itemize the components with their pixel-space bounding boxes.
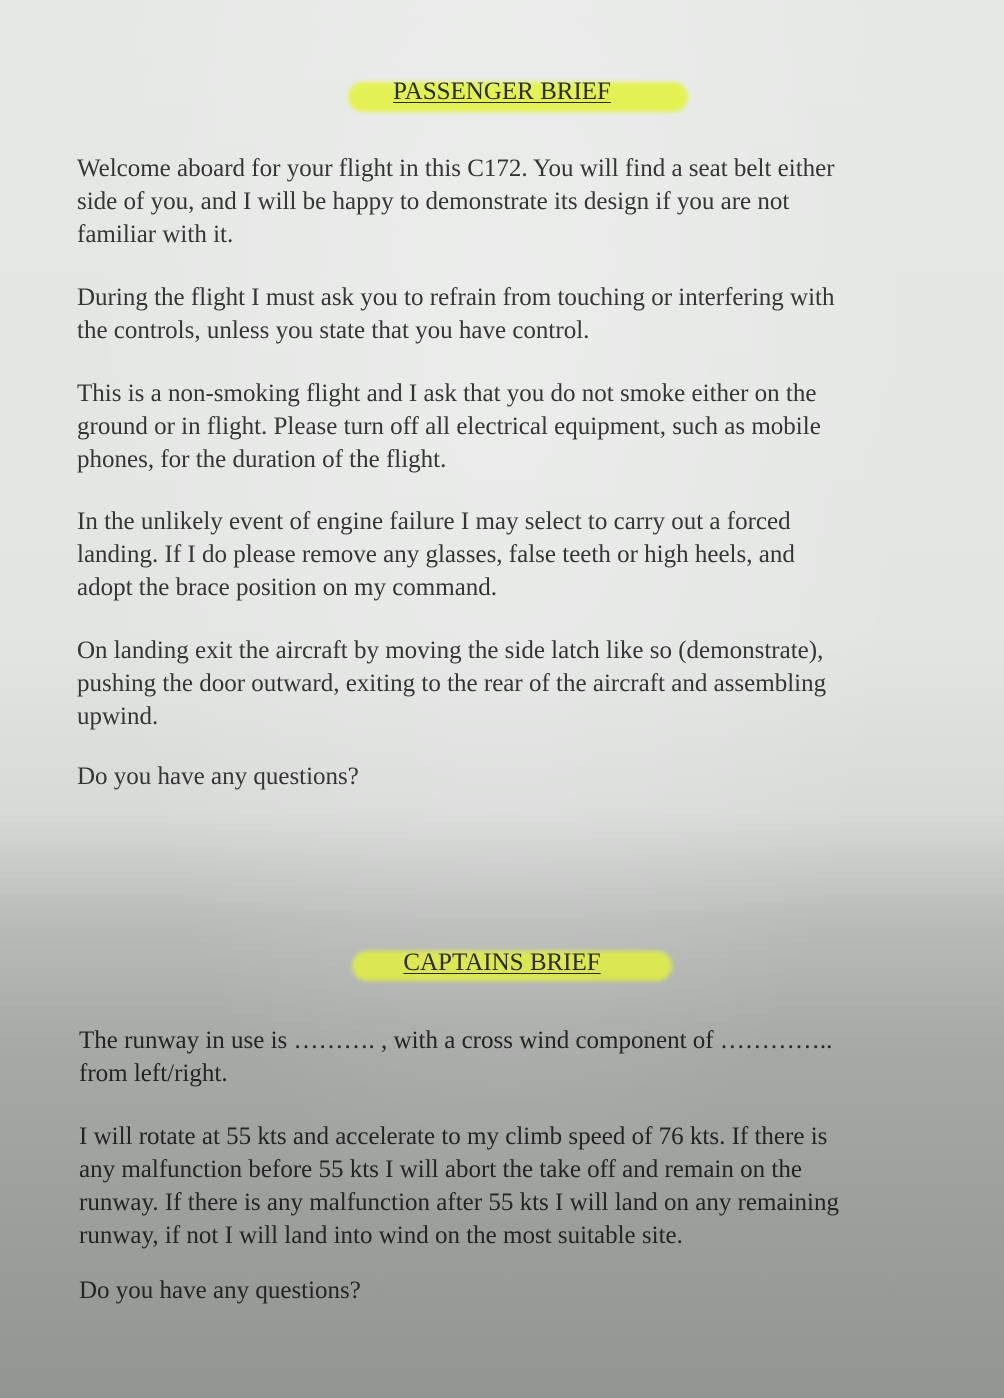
text-line: adopt the brace position on my command. bbox=[77, 574, 498, 601]
text-line: During the flight I must ask you to refrain from touching or interfering with bbox=[77, 284, 835, 311]
text-line: Do you have any questions? bbox=[79, 1277, 361, 1304]
text-line: The runway in use is ………. , with a cross wind component of ………….. bbox=[79, 1027, 833, 1054]
text-line: This is a non-smoking flight and I ask that you do not smoke either on the bbox=[77, 380, 817, 407]
text-line: landing. If I do please remove any glasses, false teeth or high heels, and bbox=[77, 541, 795, 568]
text-line: runway. If there is any malfunction after 55 kts I will land on any remaining bbox=[79, 1189, 839, 1216]
paragraph-smoking bbox=[77, 377, 937, 476]
paragraph-welcome bbox=[77, 152, 937, 251]
paragraph-questions bbox=[77, 760, 937, 793]
text-line: from left/right. bbox=[79, 1060, 228, 1087]
text-line: Welcome aboard for your flight in this C172. You will find a seat belt either bbox=[77, 155, 835, 182]
text-line: phones, for the duration of the flight. bbox=[77, 446, 447, 473]
paragraph-engine-failure bbox=[77, 505, 937, 604]
paragraph-runway bbox=[79, 1024, 939, 1090]
captains-brief-heading-row bbox=[0, 949, 1004, 977]
captains-brief-title: CAPTAINS BRIEF bbox=[403, 949, 601, 976]
text-line: side of you, and I will be happy to demonstrate its design if you are not bbox=[77, 188, 790, 215]
paragraph-controls bbox=[77, 281, 937, 347]
paragraph-takeoff bbox=[79, 1120, 939, 1252]
text-line: pushing the door outward, exiting to the rear of the aircraft and assembling bbox=[77, 670, 827, 697]
text-line: On landing exit the aircraft by moving the side latch like so (demonstrate), bbox=[77, 637, 824, 664]
text-line: ground or in flight. Please turn off all electrical equipment, such as mobile bbox=[77, 413, 821, 440]
text-line: any malfunction before 55 kts I will abort the take off and remain on the bbox=[79, 1156, 802, 1183]
text-line: runway, if not I will land into wind on the most suitable site. bbox=[79, 1222, 683, 1249]
passenger-brief-title: PASSENGER BRIEF bbox=[393, 78, 611, 105]
text-line: upwind. bbox=[77, 703, 159, 730]
text-line: the controls, unless you state that you have control. bbox=[77, 317, 590, 344]
text-line: familiar with it. bbox=[77, 221, 234, 248]
passenger-brief-heading-row bbox=[0, 78, 1004, 106]
paragraph-exit bbox=[77, 634, 937, 733]
text-line: I will rotate at 55 kts and accelerate to my climb speed of 76 kts. If there is bbox=[79, 1123, 828, 1150]
text-line: Do you have any questions? bbox=[77, 763, 359, 790]
paragraph-questions bbox=[79, 1274, 939, 1307]
text-line: In the unlikely event of engine failure I may select to carry out a forced bbox=[77, 508, 791, 535]
